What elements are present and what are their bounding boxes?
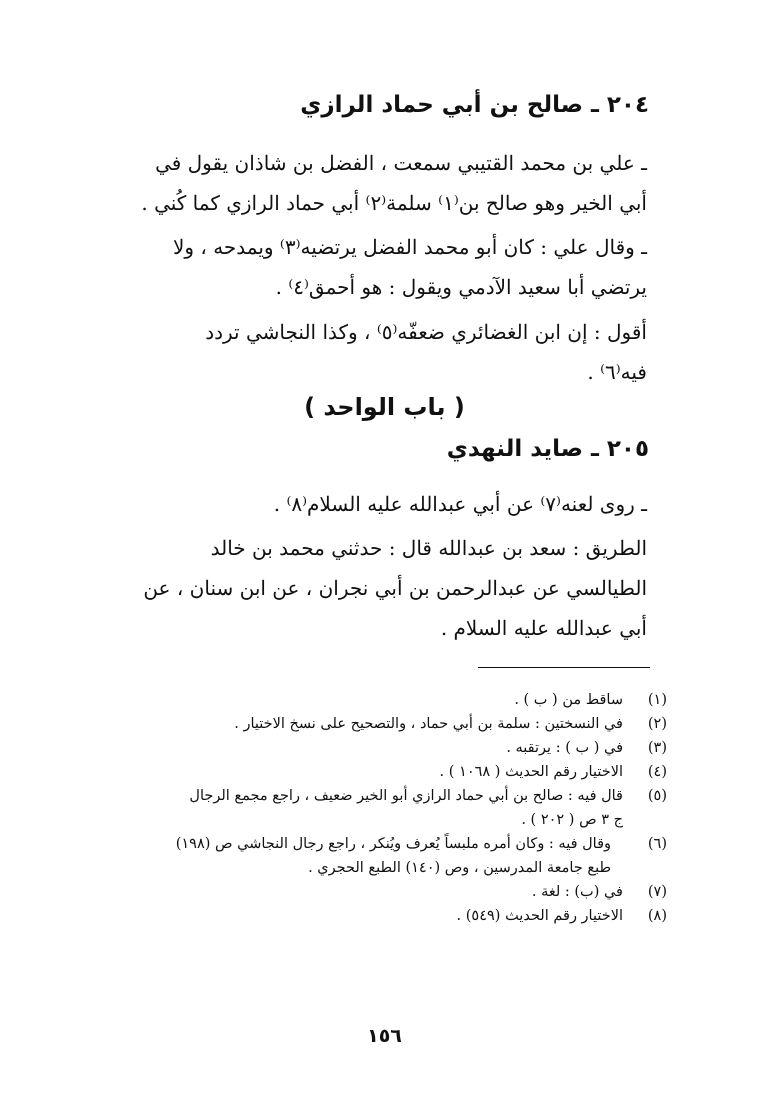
footnote-text: في النسختين : سلمة بن أبي حماد ، والتصحيح على نسخ الاختيار . [234, 716, 623, 732]
footnote-5 [80, 784, 667, 832]
chapter-heading: ( باب الواحد ) [304, 393, 465, 421]
footnote-1 [80, 688, 667, 712]
footnote-8 [80, 904, 667, 928]
footnote-text: في ( ب ) : يرتقبه . [506, 740, 623, 756]
entry-205-paragraph-1 [100, 484, 647, 524]
text-line: ـ علي بن محمد القتيبي سمعت ، الفضل بن شاذان يقول في [155, 151, 647, 175]
footnote-text: وقال فيه : وكان أمره ملبساً يُعرف ويُنكر ، راجع رجال النجاشي ص (١٩٨) [175, 836, 611, 852]
footnotes [80, 688, 667, 928]
footnote-text: طبع جامعة المدرسين ، وص (١٤٠) الطبع الحجري . [308, 860, 611, 876]
footnote-text: ج ٣ ص ( ٢٠٢ ) . [521, 812, 623, 828]
footnote-text: الاختيار رقم الحديث (٥٤٩) . [456, 908, 623, 924]
footnote-2 [80, 712, 667, 736]
footnote-number: (٣) [647, 740, 667, 756]
text-line: أبي عبدالله عليه السلام . [440, 616, 647, 640]
footnote-text: قال فيه : صالح بن أبي حماد الرازي أبو الخير ضعيف ، راجع مجمع الرجال [189, 788, 623, 804]
footnote-separator [478, 667, 650, 668]
entry-204-paragraph-2 [100, 227, 647, 307]
entry-204-heading: ٢٠٤ ـ صالح بن أبي حماد الرازي [300, 92, 649, 118]
footnote-number: (١) [647, 692, 667, 708]
footnote-number: (٥) [647, 788, 667, 804]
footnote-3 [80, 736, 667, 760]
footnote-text: ساقط من ( ب ) . [514, 692, 623, 708]
text-line: أبي الخير وهو صالح بن⁽١⁾ سلمة⁽٢⁾ أبي حماد الرازي كما كُني . [141, 191, 647, 215]
footnote-number: (٢) [647, 716, 667, 732]
text-line: أقول : إن ابن الغضائري ضعفّه⁽٥⁾ ، وكذا النجاشي تردد [205, 320, 647, 344]
footnote-4 [80, 760, 667, 784]
page-number: ١٥٦ [367, 1025, 402, 1047]
text-line: ـ وقال علي : كان أبو محمد الفضل يرتضيه⁽٣⁾ ويمدحه ، ولا [172, 235, 647, 259]
footnote-number: (٨) [647, 908, 667, 924]
footnote-number: (٤) [647, 764, 667, 780]
entry-205-heading: ٢٠٥ ـ صايد النهدي [446, 436, 649, 462]
text-line: ـ روى لعنه⁽٧⁾ عن أبي عبدالله عليه السلام⁽٨⁾ . [273, 492, 647, 516]
footnote-text: في (ب) : لغة . [531, 884, 623, 900]
entry-204-paragraph-1 [100, 143, 647, 223]
text-line: فيه⁽٦⁾ . [587, 360, 647, 384]
text-line: الطيالسي عن عبدالرحمن بن أبي نجران ، عن ابن سنان ، عن [143, 576, 647, 600]
entry-205-paragraph-2 [100, 528, 647, 648]
footnote-7 [80, 880, 667, 904]
footnote-text: الاختيار رقم الحديث ( ١٠٦٨ ) . [439, 764, 623, 780]
footnote-number: (٦) [647, 836, 667, 852]
entry-204-paragraph-3 [100, 312, 647, 392]
text-line: يرتضي أبا سعيد الآدمي ويقول : هو أحمق⁽٤⁾ . [275, 275, 647, 299]
text-line: الطريق : سعد بن عبدالله قال : حدثني محمد بن خالد [210, 536, 647, 560]
footnote-number: (٧) [647, 884, 667, 900]
footnote-6 [80, 832, 667, 880]
